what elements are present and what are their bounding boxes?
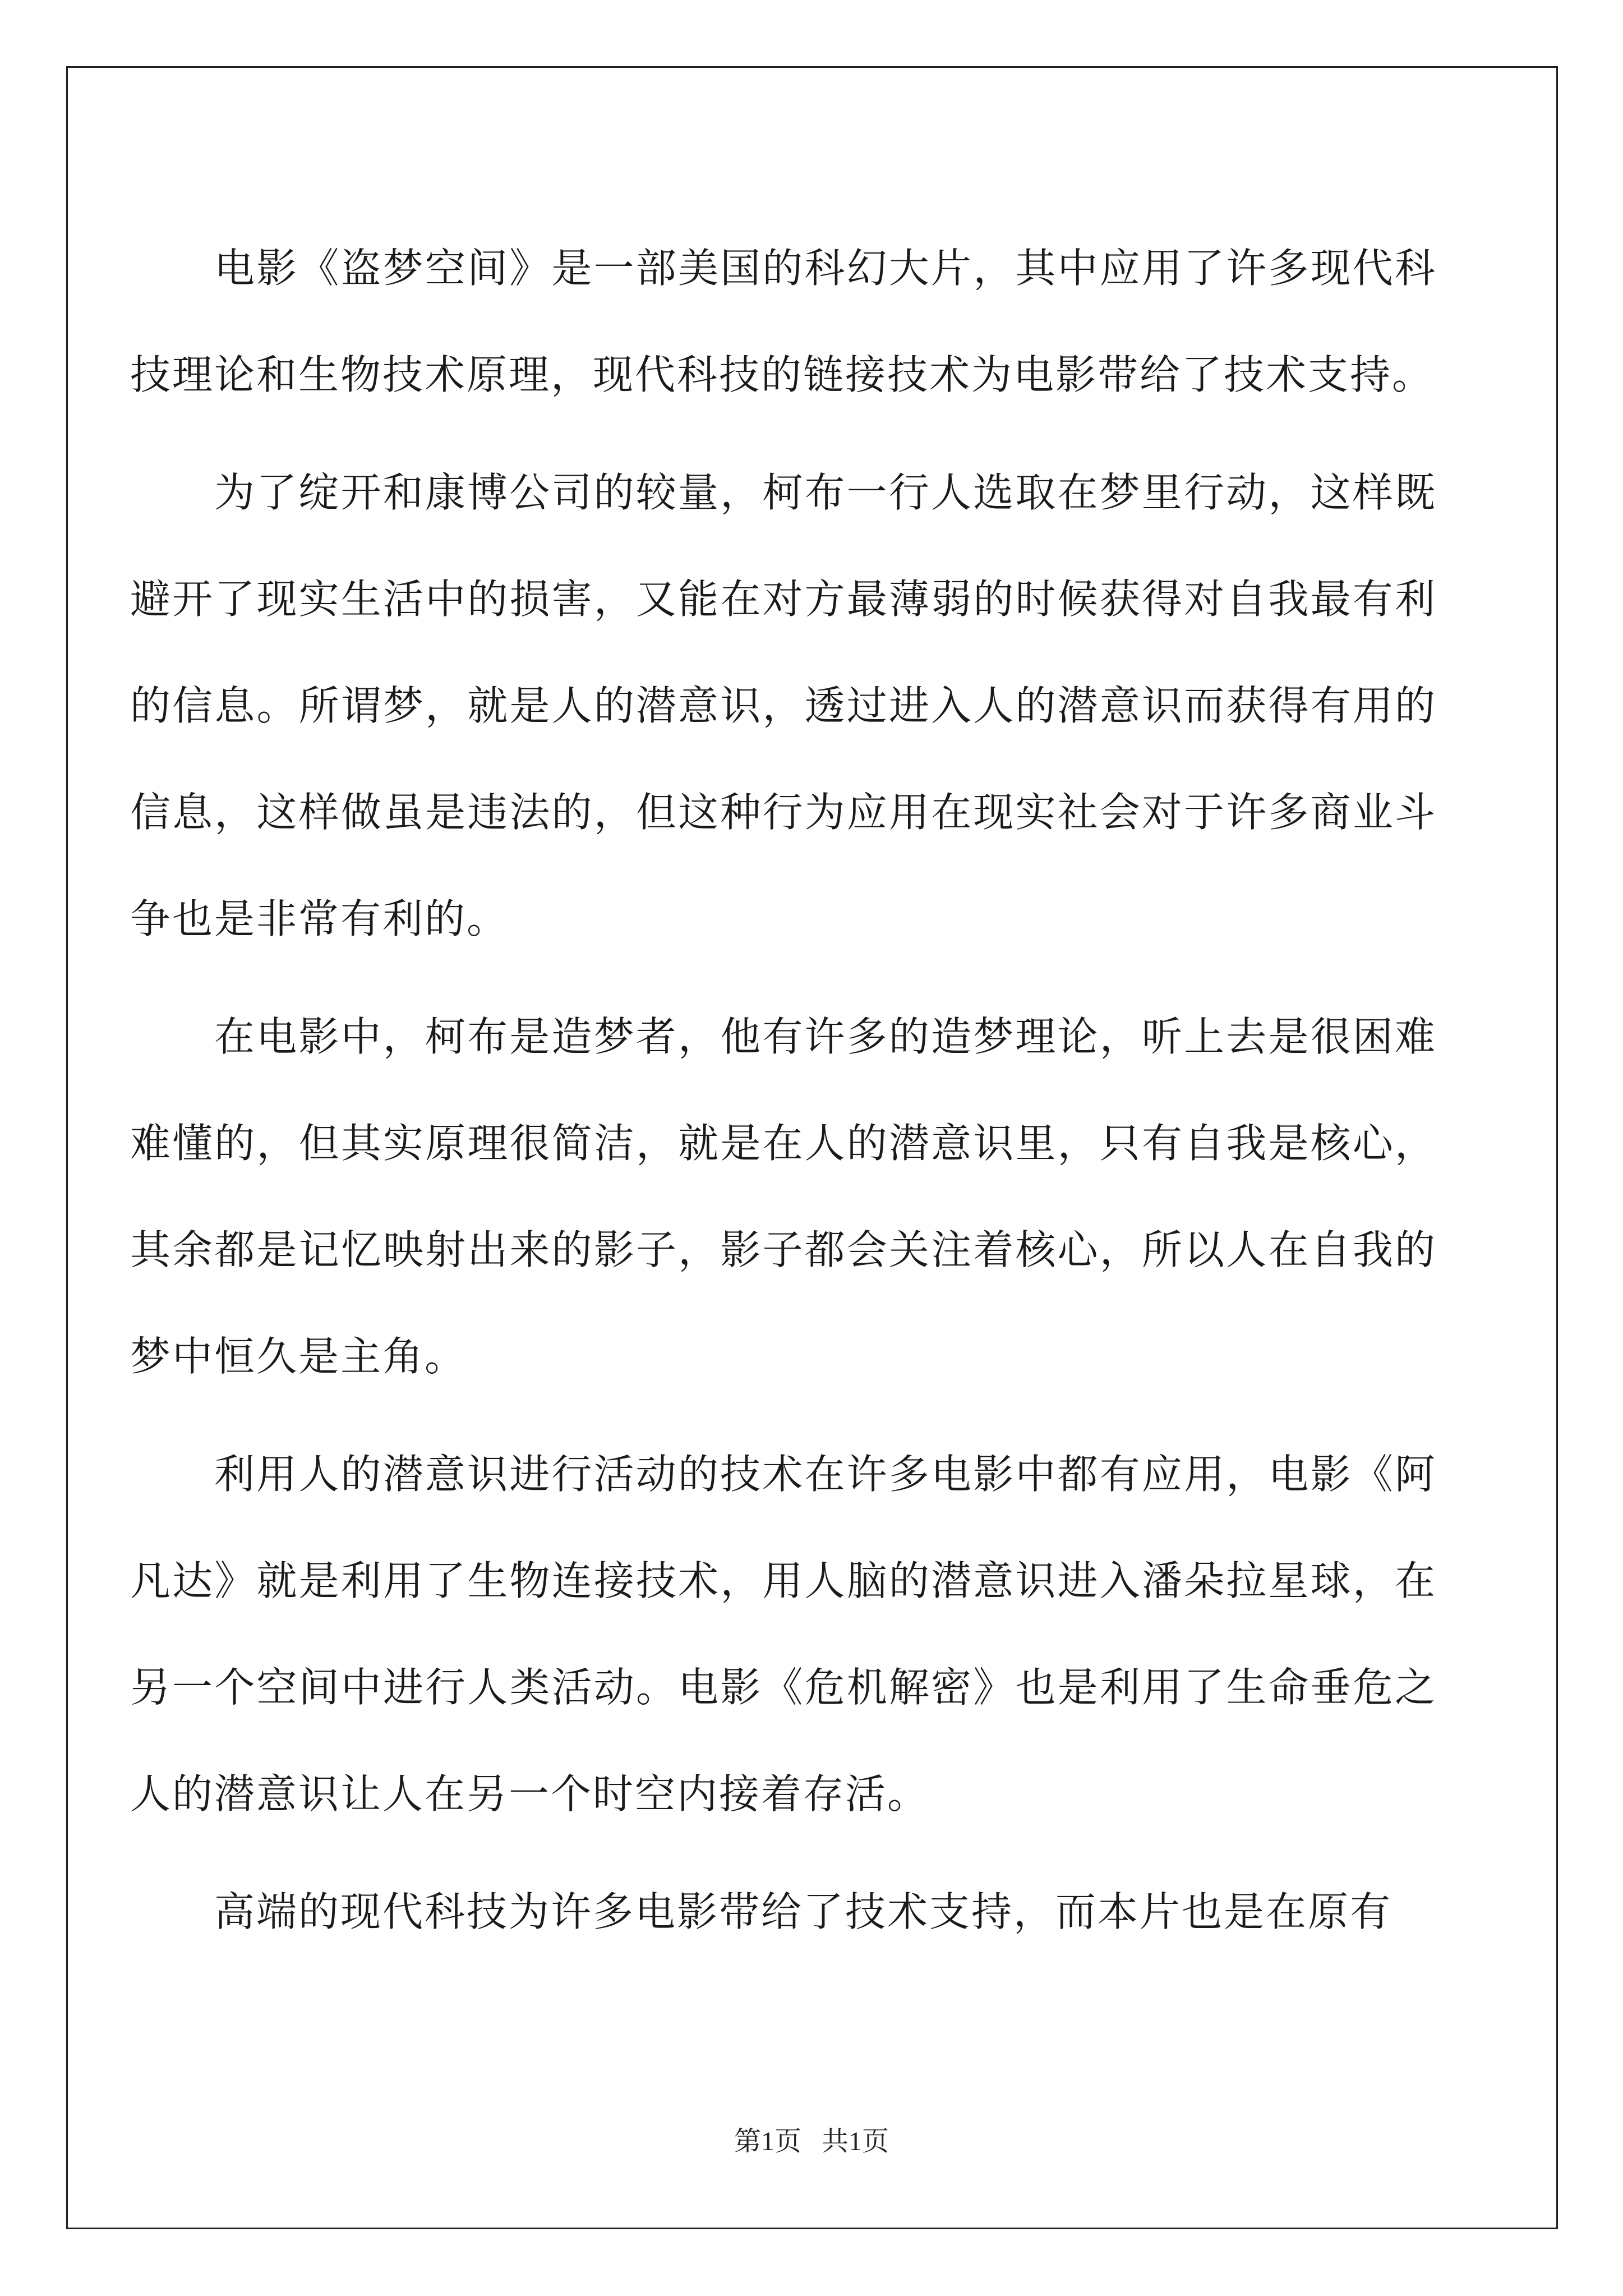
paragraph-4: 利用人的潜意识进行活动的技术在许多电影中都有应用，电影《阿凡达》就是利用了生物连接技术，用人脑的潜意识进入潘朵拉星球，在另一个空间中进行人类活动。电影《危机解密》也是利用了生命垂危之人的潜意识让人在另一个时空内接着存活。 [130, 1451, 1437, 1818]
paragraph-3: 在电影中，柯布是造梦者，他有许多的造梦理论，听上去是很困难难懂的，但其实原理很简洁，就是在人的潜意识里，只有自我是核心，其余都是记忆映射出来的影子，影子都会关注着核心，所以人在自我的梦中恒久是主角。 [130, 1013, 1437, 1380]
paragraph-2: 为了绽开和康博公司的较量，柯布一行人选取在梦里行动，这样既避开了现实生活中的损害，又能在对方最薄弱的时候获得对自我最有利的信息。所谓梦，就是人的潜意识，透过进入人的潜意识而获得有用的信息，这样做虽是违法的，但这种行为应用在现实社会对于许多商业斗争也是非常有利的。 [130, 469, 1437, 942]
paragraph-5: 高端的现代科技为许多电影带给了技术支持，而本片也是在原有 [214, 1888, 1393, 1935]
document-body [130, 215, 1437, 1976]
paragraph-1: 电影《盗梦空间》是一部美国的科幻大片，其中应用了许多现代科技理论和生物技术原理，现代科技的链接技术为电影带给了技术支持。 [130, 245, 1437, 398]
page-number-footer: 第1页 共1页 [734, 2127, 889, 2156]
